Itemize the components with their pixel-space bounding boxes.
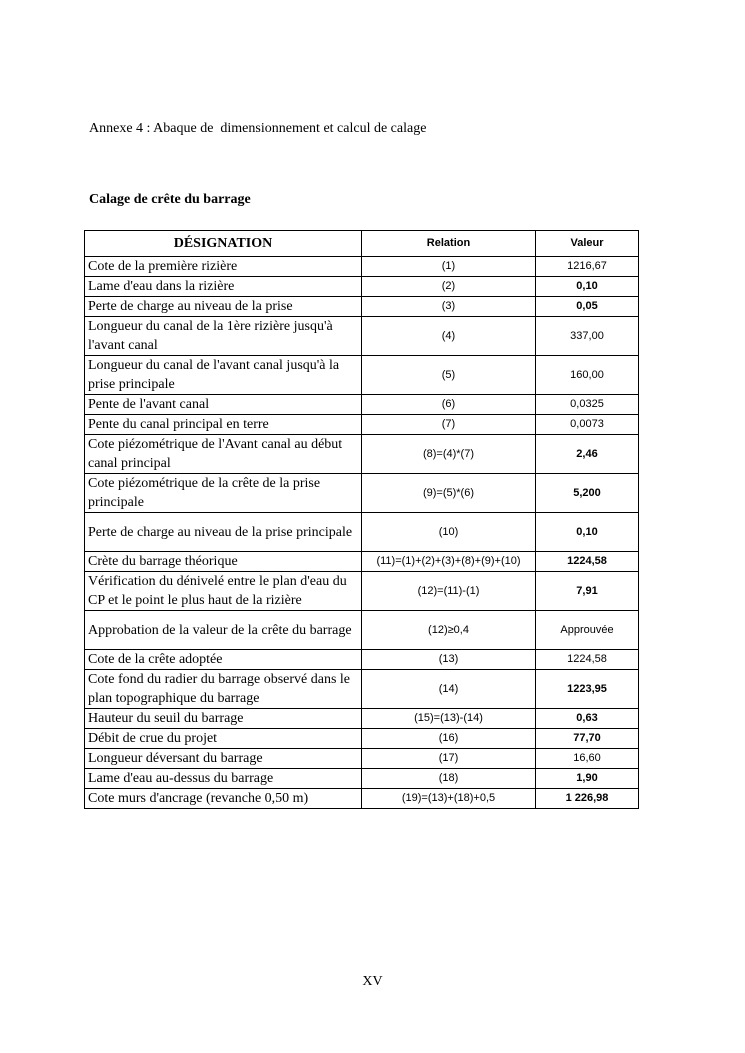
cell-relation: (10) [362, 513, 536, 552]
cell-valeur: 337,00 [536, 317, 639, 356]
annex-title: Annexe 4 : Abaque de dimensionnement et calcul de calage [89, 121, 427, 136]
cell-valeur: 16,60 [536, 749, 639, 769]
cell-valeur: 5,200 [536, 474, 639, 513]
cell-relation: (5) [362, 356, 536, 395]
cell-valeur: 0,63 [536, 709, 639, 729]
cell-designation: Perte de charge au niveau de la prise principale [85, 513, 362, 552]
table-row [85, 297, 639, 317]
cell-designation: Pente du canal principal en terre [85, 415, 362, 435]
table-row [85, 789, 639, 809]
cell-designation: Lame d'eau au-dessus du barrage [85, 769, 362, 789]
cell-relation: (8)=(4)*(7) [362, 435, 536, 474]
cell-relation: (7) [362, 415, 536, 435]
cell-relation: (1) [362, 257, 536, 277]
page-number: XV [362, 974, 383, 989]
cell-valeur: 1,90 [536, 769, 639, 789]
cell-valeur: 1224,58 [536, 552, 639, 572]
cell-relation: (12)≥0,4 [362, 611, 536, 650]
cell-relation: (11)=(1)+(2)+(3)+(8)+(9)+(10) [362, 552, 536, 572]
cell-designation: Vérification du dénivelé entre le plan d'eau du CP et le point le plus haut de la rizière [85, 572, 362, 611]
cell-valeur: 160,00 [536, 356, 639, 395]
cell-designation: Lame d'eau dans la rizière [85, 277, 362, 297]
cell-relation: (4) [362, 317, 536, 356]
cell-valeur: 2,46 [536, 435, 639, 474]
calage-table [84, 230, 639, 809]
cell-designation: Crète du barrage théorique [85, 552, 362, 572]
cell-designation: Débit de crue du projet [85, 729, 362, 749]
cell-designation: Longueur déversant du barrage [85, 749, 362, 769]
cell-valeur: 1216,67 [536, 257, 639, 277]
cell-valeur: 0,0073 [536, 415, 639, 435]
cell-designation: Longueur du canal de l'avant canal jusqu'à la prise principale [85, 356, 362, 395]
table-header-row [85, 231, 639, 257]
cell-relation: (2) [362, 277, 536, 297]
table-row [85, 513, 639, 552]
cell-valeur: 1224,58 [536, 650, 639, 670]
header-designation: DÉSIGNATION [85, 231, 362, 257]
cell-designation: Hauteur du seuil du barrage [85, 709, 362, 729]
table-row [85, 552, 639, 572]
cell-valeur: 0,0325 [536, 395, 639, 415]
cell-valeur: 7,91 [536, 572, 639, 611]
cell-relation: (6) [362, 395, 536, 415]
cell-designation: Cote de la crête adoptée [85, 650, 362, 670]
cell-designation: Longueur du canal de la 1ère rizière jusqu'à l'avant canal [85, 317, 362, 356]
table-row [85, 435, 639, 474]
table-row [85, 611, 639, 650]
cell-relation: (9)=(5)*(6) [362, 474, 536, 513]
cell-relation: (16) [362, 729, 536, 749]
cell-designation: Cote murs d'ancrage (revanche 0,50 m) [85, 789, 362, 809]
section-title: Calage de crête du barrage [89, 192, 251, 207]
cell-designation: Cote fond du radier du barrage observé dans le plan topographique du barrage [85, 670, 362, 709]
cell-valeur: 0,05 [536, 297, 639, 317]
cell-designation: Perte de charge au niveau de la prise [85, 297, 362, 317]
table-row [85, 277, 639, 297]
cell-relation: (13) [362, 650, 536, 670]
table-row [85, 257, 639, 277]
cell-designation: Cote piézométrique de l'Avant canal au début canal principal [85, 435, 362, 474]
cell-relation: (3) [362, 297, 536, 317]
cell-valeur: 1223,95 [536, 670, 639, 709]
table-row [85, 572, 639, 611]
cell-relation: (17) [362, 749, 536, 769]
table-body [85, 257, 639, 809]
cell-valeur: Approuvée [536, 611, 639, 650]
table-row [85, 709, 639, 729]
cell-valeur: 0,10 [536, 513, 639, 552]
table-row [85, 729, 639, 749]
cell-valeur: 1 226,98 [536, 789, 639, 809]
cell-relation: (12)=(11)-(1) [362, 572, 536, 611]
cell-relation: (14) [362, 670, 536, 709]
table-row [85, 317, 639, 356]
cell-designation: Approbation de la valeur de la crête du barrage [85, 611, 362, 650]
cell-designation: Cote de la première rizière [85, 257, 362, 277]
cell-relation: (15)=(13)-(14) [362, 709, 536, 729]
table-row [85, 395, 639, 415]
table-row [85, 650, 639, 670]
table-row [85, 415, 639, 435]
table-row [85, 769, 639, 789]
cell-valeur: 77,70 [536, 729, 639, 749]
header-valeur: Valeur [536, 231, 639, 257]
cell-designation: Cote piézométrique de la crête de la prise principale [85, 474, 362, 513]
cell-relation: (18) [362, 769, 536, 789]
cell-valeur: 0,10 [536, 277, 639, 297]
table-row [85, 356, 639, 395]
table-row [85, 670, 639, 709]
table-row [85, 474, 639, 513]
cell-designation: Pente de l'avant canal [85, 395, 362, 415]
header-relation: Relation [362, 231, 536, 257]
cell-relation: (19)=(13)+(18)+0,5 [362, 789, 536, 809]
table-row [85, 749, 639, 769]
